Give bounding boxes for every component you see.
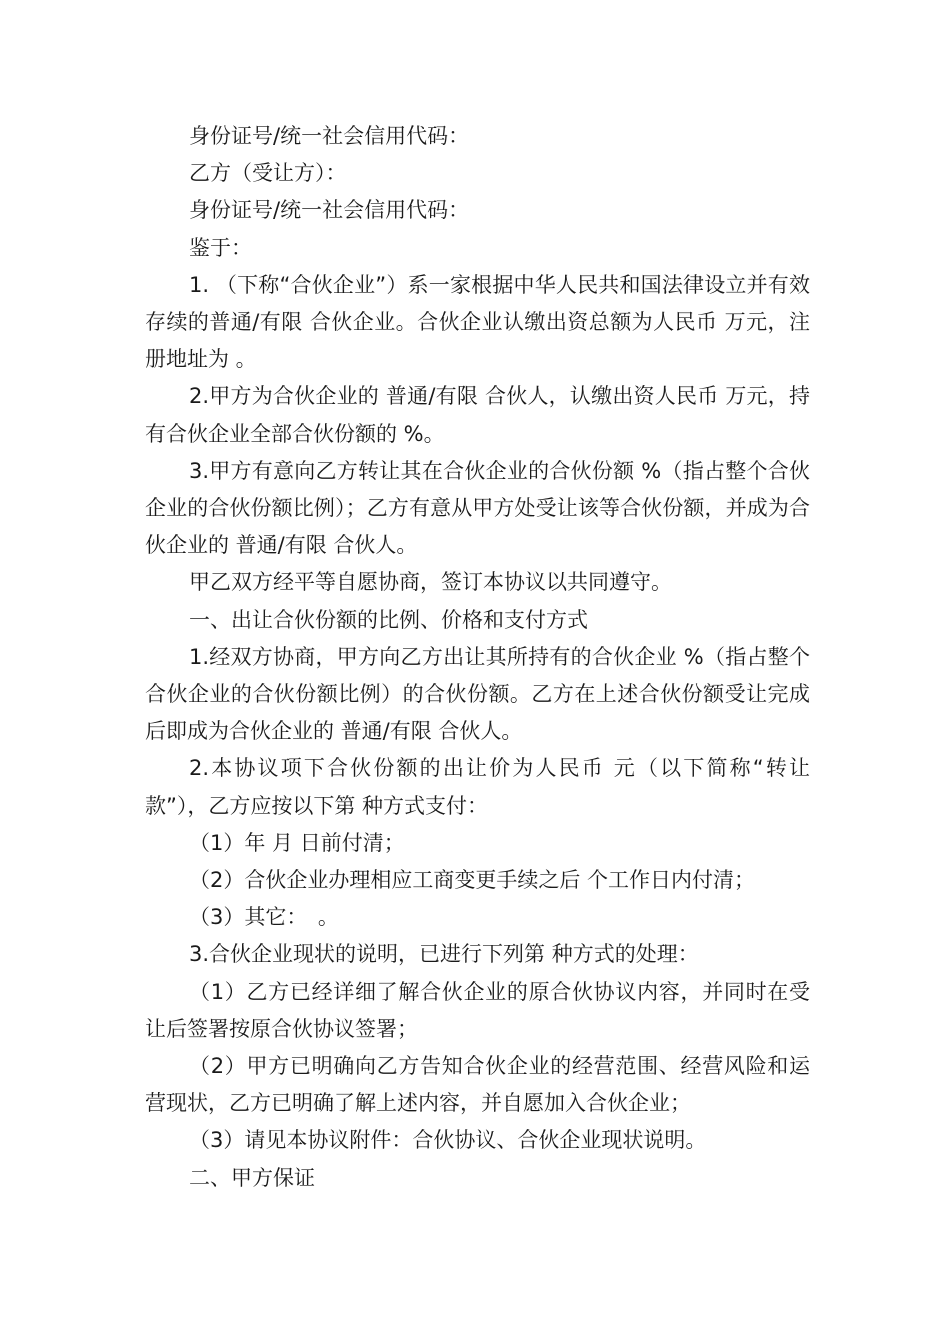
party-b-line: 乙方（受让方）： <box>189 161 347 186</box>
id-number-line-party-b: 身份证号/统一社会信用代码： <box>189 198 470 223</box>
whereas-heading: 鉴于： <box>189 235 252 260</box>
payment-option-1: （1）年 月 日前付清； <box>189 830 405 855</box>
clause-1-1: 1.经双方协商，甲方向乙方出让其所持有的合伙企业 %（指占整个合伙企业的合伙份额比例）的合伙份额。乙方在上述合伙份额受让完成后即成为合伙企业的 普通/有限 合伙人。 <box>145 644 810 744</box>
clause-1-2: 2.本协议项下合伙份额的出让价为人民币 元（以下简称“转让款”），乙方应按以下第 种方式支付： <box>145 756 810 818</box>
recital-2: 2.甲方为合伙企业的 普通/有限 合伙人，认缴出资人民币 万元，持有合伙企业全部合伙份额的 %。 <box>145 384 810 446</box>
payment-option-2: （2）合伙企业办理相应工商变更手续之后 个工作日内付清； <box>189 868 756 893</box>
clause-1-3: 3.合伙企业现状的说明，已进行下列第 种方式的处理： <box>189 942 699 967</box>
payment-option-3: （3）其它： 。 <box>189 905 339 930</box>
section-2-heading: 二、甲方保证 <box>189 1165 315 1190</box>
recital-3: 3.甲方有意向乙方转让其在合伙企业的合伙份额 %（指占整个合伙企业的合伙份额比例）；乙方有意从甲方处受让该等合伙份额，并成为合伙企业的 普通/有限 合伙人。 <box>145 458 810 558</box>
recital-1: 1. （下称“合伙企业”）系一家根据中华人民共和国法律设立并有效存续的普通/有限 合伙企业。合伙企业认缴出资总额为人民币 万元，注册地址为 。 <box>145 272 810 372</box>
document-body <box>145 118 810 1197</box>
status-option-3: （3）请见本协议附件：合伙协议、合伙企业现状说明。 <box>189 1128 707 1153</box>
id-number-line-party-a: 身份证号/统一社会信用代码： <box>189 124 470 148</box>
status-option-1: （1）乙方已经详细了解合伙企业的原合伙协议内容，并同时在受让后签署按原合伙协议签署； <box>145 979 810 1041</box>
section-1-heading: 一、出让合伙份额的比例、价格和支付方式 <box>189 607 588 632</box>
status-option-2: （2）甲方已明确向乙方告知合伙企业的经营范围、经营风险和运营现状，乙方已明确了解上述内容，并自愿加入合伙企业； <box>145 1054 810 1116</box>
agreement-statement: 甲乙双方经平等自愿协商，签订本协议以共同遵守。 <box>189 570 672 595</box>
